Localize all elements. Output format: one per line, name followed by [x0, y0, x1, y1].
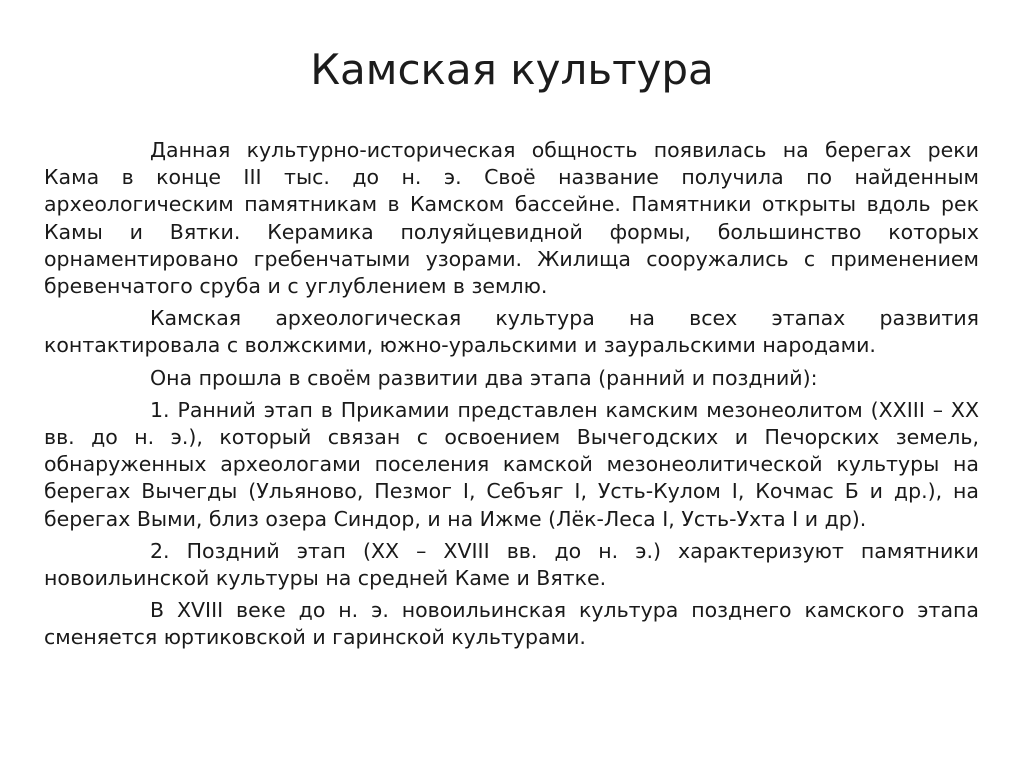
paragraph-contacts: Камская археологическая культура на всех этапах развития контактировала с волжскими, южно-уральскими и зауральскими народами. [44, 306, 979, 358]
paragraph-stages: Она прошла в своём развитии два этапа (ранний и поздний): [150, 365, 818, 390]
paragraph-early-stage: 1. Ранний этап в Прикамии представлен камским мезонеолитом (XXIII – XX вв. до н. э.), который связан с освоением Вычегодских и Печорских земель, обнаруженных археологами поселения камской мезонеолитической культуры на берегах Вычегды (Ульяново, Пезмог I, Себъяг I, Усть-Кулом I, Кочмас Б и др.), на берегах Выми, близ озера Синдор, и на Ижме (Лёк-Леса I, Усть-Ухта I и др). [44, 397, 979, 531]
slide-title: Камская культура [310, 45, 714, 94]
paragraph-intro: Данная культурно-историческая общность появилась на берегах реки Кама в конце III тыс. до н. э. Своё название получила по найденным археологическим памятникам в Камском бассейне. Памятники открыты вдоль рек Камы и Вятки. Керамика полуяйцевидной формы, большинство которых орнаментировано гребенчатыми узорами. Жилища сооружались с применением бревенчатого сруба и с углублением в землю. [44, 138, 979, 299]
paragraph-transition: В XVIII веке до н. э. новоильинская культура позднего камского этапа сменяется юртиковской и гаринской культурами. [44, 598, 979, 650]
paragraph-late-stage: 2. Поздний этап (XX – XVIII вв. до н. э.) характеризуют памятники новоильинской культуры на средней Каме и Вятке. [44, 538, 979, 591]
slide-body [44, 137, 979, 657]
